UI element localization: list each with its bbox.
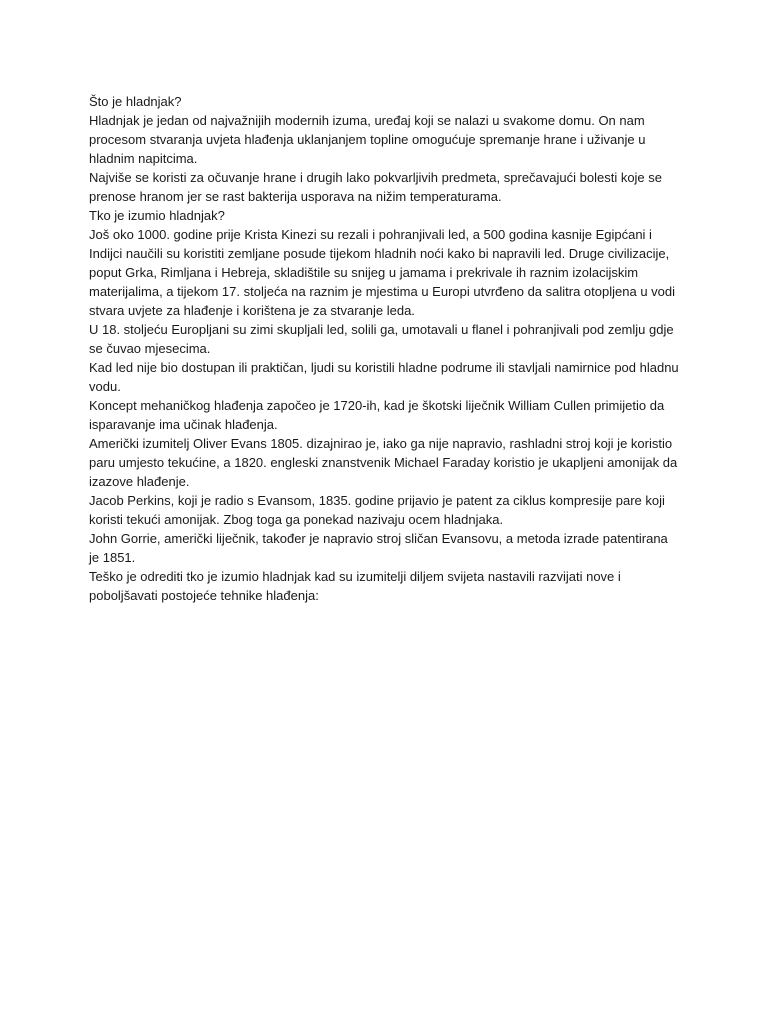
paragraph-definition: Hladnjak je jedan od najvažnijih modernih izuma, uređaj koji se nalazi u svakome domu. On nam procesom stvaranja uvjeta hlađenja uklanjanjem topline omogućuje spremanje hrane i uživanje u hladnim napitcima. — [89, 113, 646, 166]
paragraph-william-cullen: Koncept mehaničkog hlađenja započeo je 1720-ih, kad je škotski liječnik William Cullen primijetio da isparavanje ima učinak hlađenja. — [89, 398, 665, 432]
paragraph-cold-cellars: Kad led nije bio dostupan ili praktičan, ljudi su koristili hladne podrume ili stavljali namirnice pod hladnu vodu. — [89, 360, 679, 394]
section-heading-who-invented: Tko je izumio hladnjak? — [89, 208, 225, 223]
paragraph-oliver-evans: Američki izumitelj Oliver Evans 1805. dizajnirao je, iako ga nije napravio, rashladni stroj koji je koristio paru umjesto tekućine, a 1820. engleski znanstvenik Michael Faraday koristio je ukapljeni amonijak da izazove hlađenje. — [89, 436, 678, 489]
paragraph-john-gorrie: John Gorrie, američki liječnik, također je napravio stroj sličan Evansovu, a metoda izrade patentirana je 1851. — [89, 531, 668, 565]
document-body — [89, 92, 679, 605]
paragraph-usage: Najviše se koristi za očuvanje hrane i drugih lako pokvarljivih predmeta, sprečavajući bolesti koje se prenose hranom jer se rast bakterija usporava na nižim temperaturama. — [89, 170, 663, 204]
paragraph-ancient-history: Još oko 1000. godine prije Krista Kinezi su rezali i pohranjivali led, a 500 godina kasnije Egipćani i Indijci naučili su koristiti zemljane posude tijekom hladnih noći kako bi napravili led. Druge civilizacije, poput Grka, Rimljana i Hebreja, skladištile su snijeg u jamama i prekrivale ih raznim izolacijskim materijalima, a tijekom 17. stoljeća na raznim je mjestima u Europi utvrđeno da salitra otopljena u vodi stvara uvjete za hlađenje i korištena je za stvaranje leda. — [89, 227, 676, 318]
paragraph-conclusion: Teško je odrediti tko je izumio hladnjak kad su izumitelji diljem svijeta nastavili razvijati nove i poboljšavati postojeće tehnike hlađenja: — [89, 569, 621, 603]
paragraph-jacob-perkins: Jacob Perkins, koji je radio s Evansom, 1835. godine prijavio je patent za ciklus kompresije pare koji koristi tekući amonijak. Zbog toga ga ponekad nazivaju ocem hladnjaka. — [89, 493, 665, 527]
section-heading-what-is-fridge: Što je hladnjak? — [89, 94, 182, 109]
paragraph-18th-century: U 18. stoljeću Europljani su zimi skupljali led, solili ga, umotavali u flanel i pohranjivali pod zemlju gdje se čuvao mjesecima. — [89, 322, 674, 356]
